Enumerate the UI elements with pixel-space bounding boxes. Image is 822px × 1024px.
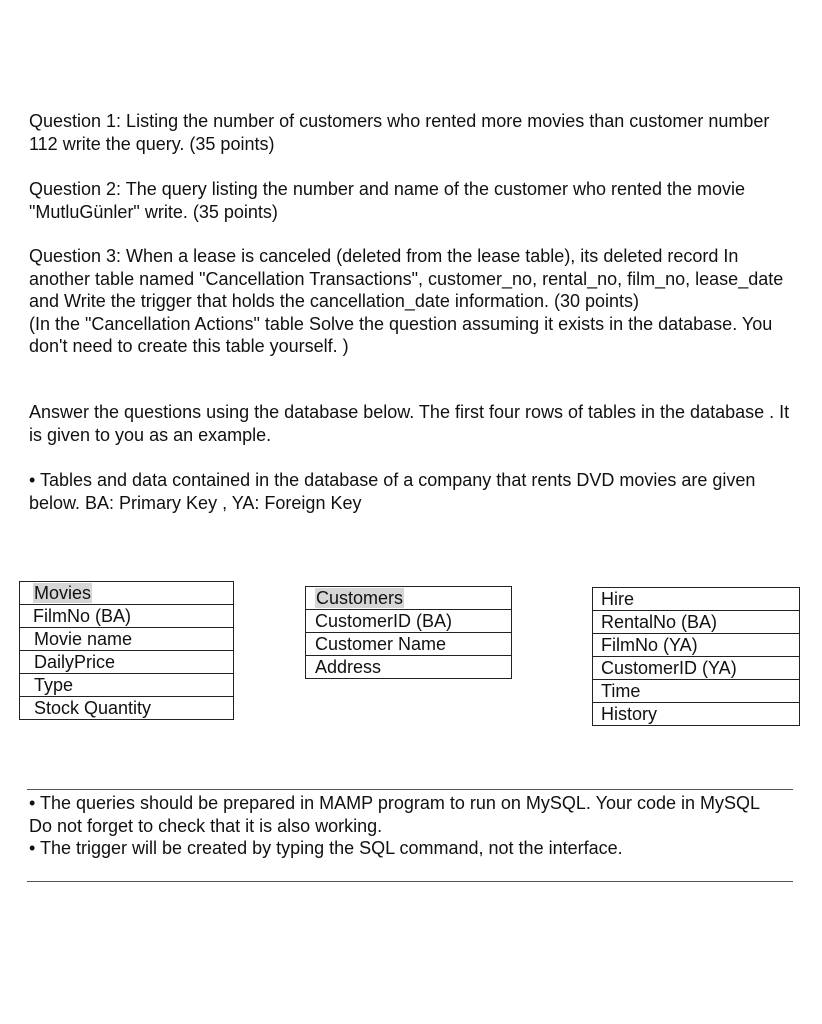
movies-field: Stock Quantity [20, 697, 234, 720]
question-2 [29, 178, 799, 223]
note-line-1: • The queries should be prepared in MAMP program to run on MySQL. Your code in MySQL [29, 793, 761, 813]
hire-field: FilmNo (YA) [593, 634, 800, 657]
divider-top [27, 789, 793, 790]
note-line-3: • The trigger will be created by typing the SQL command, not the interface. [29, 838, 623, 858]
customers-table-title [306, 587, 512, 610]
hire-table-title: Hire [593, 588, 800, 611]
movies-field: FilmNo (BA) [20, 605, 234, 628]
hire-field: History [593, 703, 800, 726]
movies-field: Movie name [20, 628, 234, 651]
question-2-text: Question 2: The query listing the number and name of the customer who rented the movie "MutluGünler" write. (35 points) [29, 179, 746, 222]
hire-field: Time [593, 680, 800, 703]
movies-field: Type [20, 674, 234, 697]
movies-table-title [20, 582, 234, 605]
movies-table-title-label: Movies [34, 583, 92, 603]
movies-field: DailyPrice [20, 651, 234, 674]
customers-field: Address [306, 656, 512, 679]
customers-field: Customer Name [306, 633, 512, 656]
question-3-note: (In the "Cancellation Actions" table Solve the question assuming it exists in the database. You don't need to create this table yourself. ) [29, 313, 773, 356]
question-3-text: Question 3: When a lease is canceled (deleted from the lease table), its deleted record In another table named "Cancellation Transactions", customer_no, rental_no, film_no, lease_date and Write the trigger that holds the cancellation_date information. (30 points) [29, 246, 784, 311]
question-3 [29, 245, 799, 358]
note-line-2: Do not forget to check that it is also working. [29, 815, 383, 836]
hire-table [592, 587, 800, 726]
hire-field: RentalNo (BA) [593, 611, 800, 634]
customers-table-title-label: Customers [316, 588, 404, 608]
tables-description-text: • Tables and data contained in the database of a company that rents DVD movies are given below. BA: Primary Key , YA: Foreign Key [29, 470, 756, 513]
customers-table [305, 586, 512, 679]
tables-description [29, 469, 799, 514]
divider-bottom [27, 881, 793, 882]
question-1-text: Question 1: Listing the number of customers who rented more movies than customer number 112 write the query. (35 points) [29, 111, 770, 154]
instructions-paragraph [29, 401, 799, 446]
notes-section [29, 792, 793, 860]
instructions-text: Answer the questions using the database below. The first four rows of tables in the database . It is given to you as an example. [29, 402, 790, 445]
movies-table [19, 581, 234, 720]
hire-field: CustomerID (YA) [593, 657, 800, 680]
question-1 [29, 110, 799, 155]
customers-field: CustomerID (BA) [306, 610, 512, 633]
